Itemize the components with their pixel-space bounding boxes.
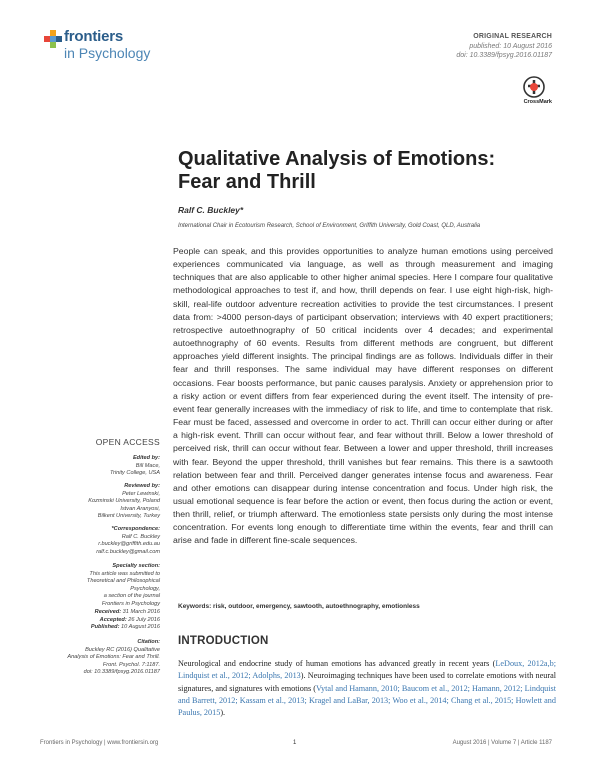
correspondence-label: *Correspondence: (111, 526, 160, 532)
crossmark-icon[interactable] (523, 76, 545, 98)
reviewer-line[interactable]: Peter Lewinski, (122, 490, 160, 497)
correspondence-email[interactable]: ralf.c.buckley@gmail.com (96, 548, 160, 555)
keywords-label: Keywords: (178, 603, 212, 610)
citation-label: Citation: (137, 639, 160, 645)
specialty-line: Frontiers in Psychology (101, 600, 160, 607)
published-date: published: 10 August 2016 (469, 43, 552, 50)
published-label: Published: (90, 624, 120, 631)
citation-link[interactable]: LeDoux, 2012a,b; Lindquist et al., 2012; Adolphs, 2013 (178, 659, 556, 681)
accepted-date: 26 July 2016 (128, 616, 160, 623)
specialty-line: Psychology, (130, 585, 160, 592)
correspondence-line: Ralf C. Buckley (121, 533, 160, 540)
article-title (178, 148, 558, 194)
specialty-line: This article was submitted to (89, 570, 160, 577)
author-affiliation: International Chair in Ecotourism Research, School of Environment, Griffith University, Gold Coast, QLD, Australia (178, 223, 481, 229)
citation-line: Buckley RC (2016) Qualitative (85, 646, 160, 653)
accepted-label: Accepted: (99, 616, 127, 623)
citation-line: Front. Psychol. 7:1187. (102, 661, 160, 668)
received-label: Received: (94, 609, 122, 615)
keywords-list: risk, outdoor, emergency, sawtooth, autoethnography, emotionless (213, 603, 420, 610)
correspondence-block (40, 526, 160, 556)
doi-link[interactable]: doi: 10.3389/fpsyg.2016.01187 (456, 52, 552, 59)
received-date: 31 March 2016 (122, 609, 160, 615)
crossmark-label: CrossMark (523, 99, 552, 105)
specialty-section-block (40, 563, 160, 609)
edited-by-label: Edited by: (132, 455, 160, 461)
title-line-2: Fear and Thrill (178, 171, 316, 193)
intro-text: ). Neuroimaging techniques have been used to correlate emotions with neural signatures, and signatures with emotions ( (178, 671, 556, 693)
intro-text: Neurological and endocrine study of human emotions has advanced greatly in recent years ( (178, 659, 496, 668)
citation-line: Analysis of Emotions: Fear and Thrill. (67, 654, 160, 661)
abstract: People can speak, and this provides opportunities to analyze human emotions using perceived experiences communicated via language, as well as through measurement and imaging techniques that are also applicable to other higher animal species. Here I compare four qualitative methodological approaches to test if, and how, thrill depends on fear. I use eight high-risk, high-skill, real-life outdoor adventure recreation activities to provide the test circumstances. I present data from: >4000 person-days of participant observation; interviews with 40 expert practitioners; retrospective autoethnography of 50 critical incidents over 4 decades; and experimental autoethnography of 60 events. Results from different methods are congruent, but different approaches yield different insights. The principal findings are as follows. Individuals differ in their fear and thrill responses. The same individual may have different responses on different occasions. Fear boosts performance, but panic causes paralysis. Anxiety or apprehension prior to a risky action or event differs from fear experienced during the event itself. The intensity of pre-event fear generally increases with the immediacy of risk to life, and time to contemplate that risk. Fear must be faced, assessed and overcome in order to act. Thrill can occur either during or after a high-risk event. Thrill can occur without fear, and fear without thrill. Below a lower threshold of perceived risk, thrill can occur without fear. Between a lower and upper threshold, thrill increases with fear. Beyond the upper threshold, thrill vanishes but fear remains. This there is a sawtooth relation between fear and thrill. Perceived danger generates intense focus and awareness. Fear and other emotions can disappear during intense concentration and focus. Under high risk, the usual emotional sequence is fear before the action or event, then focus during the action or event, then thrill, relief, or triumph afterward. The emotionless state persists only during the most intense concentration. For events long enough to differentiate time within the events, fear and thrill can arise and fade in different fine-scale sequences. (173, 246, 553, 546)
reviewed-by-label: Reviewed by: (124, 483, 160, 489)
title-line-1: Qualitative Analysis of Emotions: (178, 148, 496, 170)
editor-line: Trinity College, USA (110, 470, 160, 477)
reviewed-by-block (40, 483, 160, 521)
section-heading-introduction: INTRODUCTION (178, 635, 269, 647)
intro-text: ). (220, 708, 226, 718)
published-date-side: 10 August 2016 (121, 624, 160, 631)
journal-name: in Psychology (64, 45, 151, 61)
citation-block (40, 639, 160, 677)
intro-paragraph (178, 658, 556, 719)
keywords (178, 603, 558, 610)
specialty-line: a section of the journal (103, 593, 160, 600)
reviewer-line: Kozminski University, Poland (88, 498, 160, 505)
dates-block (40, 609, 160, 632)
edited-by-block (40, 455, 160, 478)
brand-name: frontiers (64, 28, 124, 45)
editor-line[interactable]: Bill Mace, (135, 462, 160, 469)
open-access-badge: OPEN ACCESS (95, 437, 160, 447)
reviewer-line[interactable]: Istvan Aranyosi, (120, 505, 160, 512)
specialty-line: Theoretical and Philosophical (86, 578, 160, 585)
frontiers-logo-icon (44, 30, 62, 50)
specialty-label: Specialty section: (112, 563, 160, 569)
footer-journal-link[interactable]: Frontiers in Psychology | www.frontiersin.org (40, 740, 159, 746)
correspondence-email[interactable]: r.buckley@griffith.edu.au (98, 541, 160, 548)
reviewer-line: Bilkent University, Turkey (97, 513, 160, 520)
citation-link[interactable]: Vytal and Hamann, 2010; Baucom et al., 2012; Hamann, 2012; Lindquist and Barrett, 2012; Kassam et al., 2013; Kragel and LaBar, 2013; Woo et al., 2014; Chang et al., 2015; Howlett and Paulus, 2015 (178, 683, 556, 718)
author-name[interactable]: Ralf C. Buckley* (178, 205, 244, 215)
footer-volume-info: August 2016 | Volume 7 | Article 1187 (452, 740, 552, 746)
citation-doi[interactable]: doi: 10.3389/fpsyg.2016.01187 (83, 669, 160, 676)
page-number: 1 (293, 740, 297, 746)
article-type: ORIGINAL RESEARCH (473, 33, 552, 40)
